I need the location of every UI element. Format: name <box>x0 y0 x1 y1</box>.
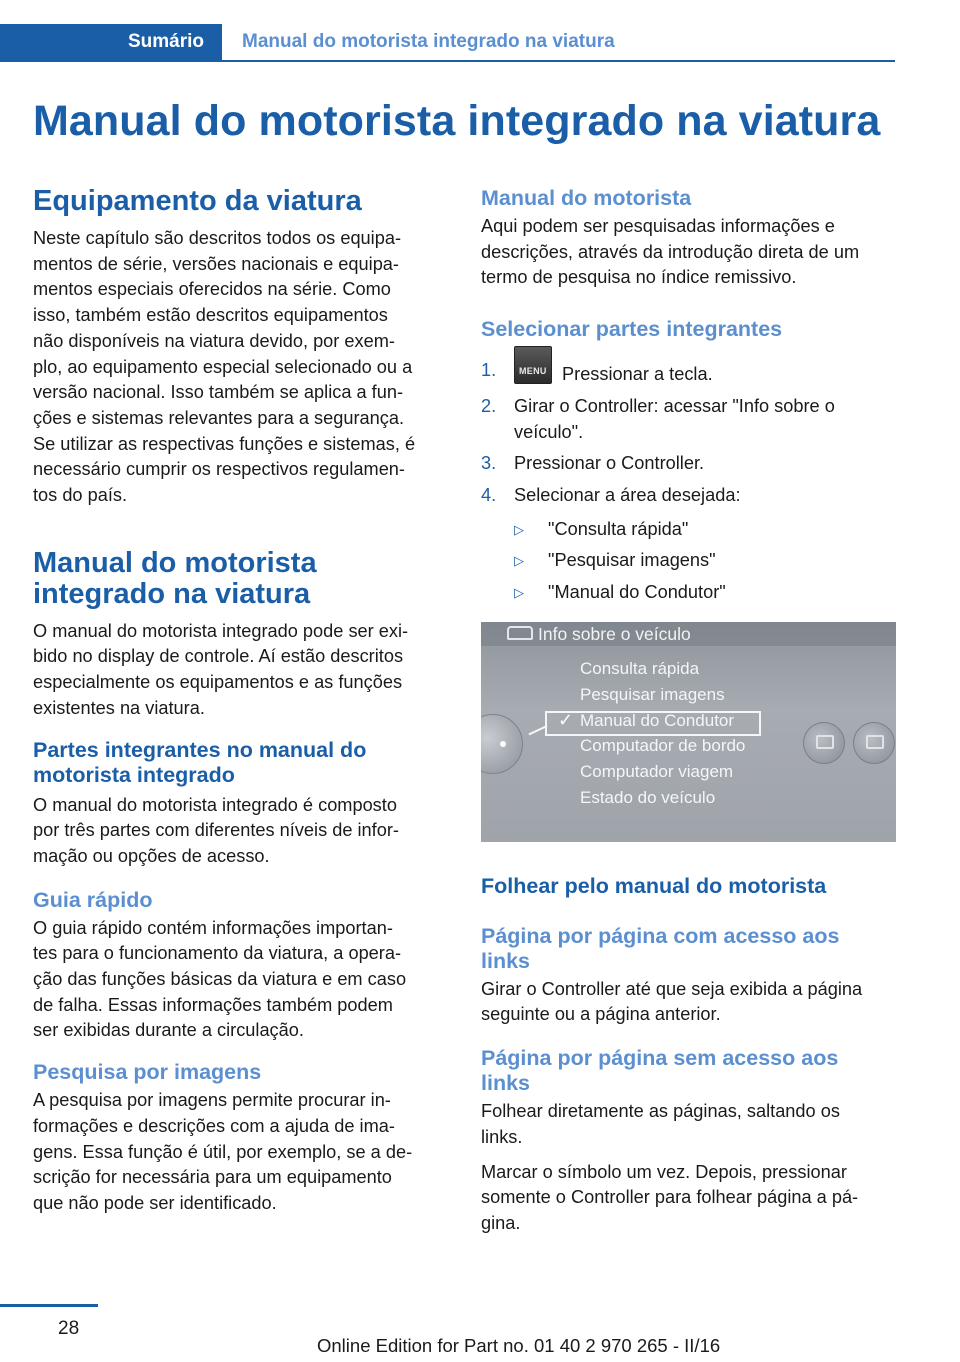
right-column <box>481 180 897 1237</box>
edition-footer: Online Edition for Part no. 01 40 2 970 265 - II/16 <box>317 1335 721 1356</box>
step-item: 3. Pressionar o Controller. <box>481 453 705 474</box>
car-icon <box>507 626 533 640</box>
screen-menu-item: Pesquisar imagens <box>580 684 725 704</box>
step-item: 4. Selecionar a área desejada: <box>481 484 741 505</box>
heading-sem-links: Página por página sem acesso aos links <box>481 1046 839 1096</box>
heading-folhear: Folhear pelo manual do motorista <box>481 873 827 898</box>
option-item: ▷ "Pesquisar imagens" <box>514 548 897 574</box>
screen-menu-item-selected: Manual do Condutor <box>580 710 735 730</box>
idrive-screen-image <box>481 622 896 842</box>
heading-manual-integrado: Manual do motorista integrado na viatura <box>33 546 317 610</box>
footer-rule <box>0 1304 98 1307</box>
step-item: 2. Girar o Controller: acessar "Info sobre o veículo". <box>481 395 835 442</box>
list-icon <box>803 722 845 764</box>
heading-manual-motorista: Manual do motorista <box>481 186 692 210</box>
heading-pesquisa-imagens: Pesquisa por imagens <box>33 1060 262 1085</box>
menu-key-icon: MENU <box>514 346 552 384</box>
heading-equipamento: Equipamento da viatura <box>33 185 362 217</box>
step-item: 1. MENU Pressionar a tecla. <box>481 358 897 388</box>
option-item: ▷ "Manual do Condutor" <box>514 580 897 606</box>
paragraph-partes-integrantes: O manual do motorista integrado é composto por três partes com diferentes níveis de infor‐ mação ou opções de acesso. <box>33 794 399 866</box>
heading-guia-rapido: Guia rápido <box>33 887 153 912</box>
sumario-tab-label[interactable]: Sumário <box>128 31 205 52</box>
left-column <box>33 180 451 1217</box>
paragraph-manual-integrado: O manual do motorista integrado pode ser exi‐ bido no display de controle. Aí estão descritos especialmente os equipamentos e as funções existentes na viatura. <box>33 620 409 718</box>
options-list <box>514 517 897 606</box>
option-item: ▷ "Consulta rápida" <box>514 517 897 543</box>
paragraph-pesquisa-imagens: A pesquisa por imagens permite procurar in‐ formações e descrições com a ajuda de ima‐ gens. Essa função é útil, por exemplo, se a de‐ scrição for necessária para um equipamento que não pode ser identificado. <box>33 1090 413 1213</box>
checkmark-icon: ✓ <box>558 709 574 730</box>
heading-com-links: Página por página com acesso aos links <box>481 923 840 973</box>
page-title: Manual do motorista integrado na viatura <box>33 97 881 145</box>
breadcrumb[interactable]: Manual do motorista integrado na viatura <box>242 31 615 52</box>
triangle-bullet-icon: ▷ <box>514 585 524 601</box>
screen-menu-item: Consulta rápida <box>580 658 700 678</box>
paragraph-sem-links: Folhear diretamente as páginas, saltando os links. <box>481 1101 840 1147</box>
screen-icon <box>853 722 895 764</box>
paragraph-com-links: Girar o Controller até que seja exibida a página seguinte ou a página anterior. <box>481 978 863 1025</box>
sumario-tab[interactable] <box>0 24 222 62</box>
screen-menu-item: Estado do veículo <box>580 787 716 807</box>
page-number: 28 <box>58 1318 80 1339</box>
header-rule <box>222 60 895 62</box>
heading-partes-integrantes: Partes integrantes no manual do motorista integrado <box>33 737 367 787</box>
page-header <box>0 24 895 62</box>
triangle-bullet-icon: ▷ <box>514 521 524 537</box>
paragraph-guia-rapido: O guia rápido contém informações importan‐ tes para o funcionamento da viatura, a opera‐ ção das funções básicas da viatura e em caso de falha. Essas informações também podem ser exibidas durante a circulação. <box>33 917 407 1041</box>
triangle-bullet-icon: ▷ <box>514 553 524 569</box>
heading-selecionar-partes: Selecionar partes integrantes <box>481 317 783 342</box>
screen-menu-item: Computador viagem <box>580 761 734 781</box>
paragraph-marcar-simbolo: Marcar o símbolo um vez. Depois, pressionar somente o Controller para folhear página a pá‐ gina. <box>481 1161 859 1233</box>
steps-list <box>481 358 897 509</box>
controller-knob-icon <box>481 714 523 774</box>
paragraph-manual-motorista: Aqui podem ser pesquisadas informações e descrições, através da introdução direta de um termo de pesquisa no índice remissivo. <box>481 216 860 288</box>
screen-menu-item: Computador de bordo <box>580 735 746 755</box>
paragraph-equipamento: Neste capítulo são descritos todos os equipa‐ mentos de série, versões nacionais e equipa‐ mentos especiais oferecidos na série. Como isso, também estão descritos equipamentos não disponíveis na viatura devido, por exem‐ plo, ao equipamento especial selecionado ou a versão nacional. Isso também se aplica a fun‐ ções e sistemas relevantes para a segurança. Se utilizar as respectivas funções e sistemas, é necessário cumprir os respectivos regulamen‐ tos do país. <box>33 228 416 506</box>
screen-title: Info sobre o veículo <box>538 623 691 644</box>
